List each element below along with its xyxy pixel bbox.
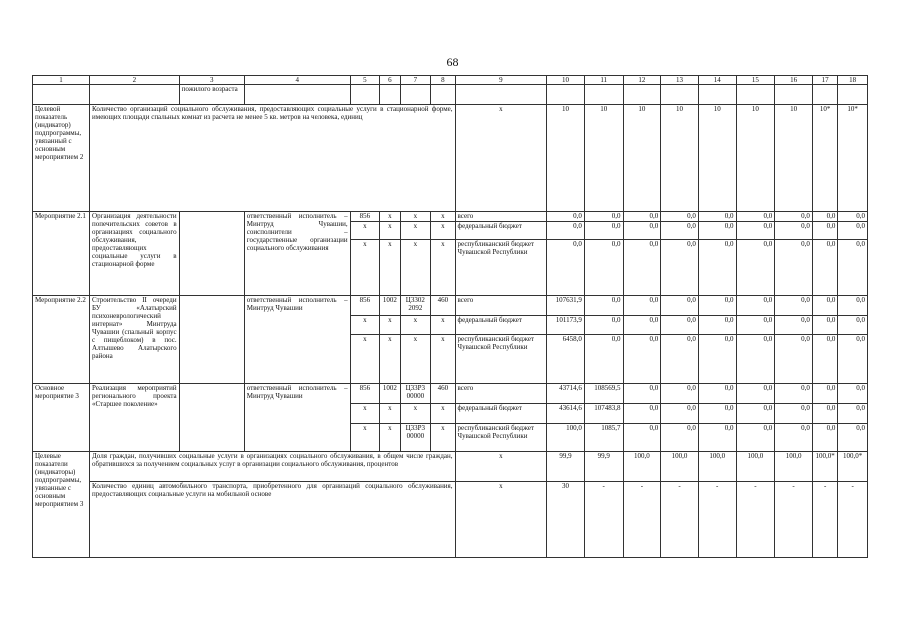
value-cell: 101173,9 bbox=[547, 316, 585, 335]
value-cell: 0,0 bbox=[838, 296, 868, 316]
value-cell: 0,0 bbox=[812, 240, 837, 296]
header-cell: 13 bbox=[661, 76, 699, 85]
continuation-row bbox=[33, 85, 868, 105]
executor-text: ответственный исполнитель – Минтруд Чувашии bbox=[244, 296, 350, 384]
header-cell: 6 bbox=[380, 76, 400, 85]
value-cell: 0,0 bbox=[698, 404, 736, 424]
value-cell: 100,0 bbox=[775, 452, 813, 482]
value-cell: 0,0 bbox=[584, 316, 623, 335]
value-cell: 10 bbox=[775, 105, 813, 212]
value-cell: 0,0 bbox=[698, 384, 736, 404]
value-cell: 0,0 bbox=[775, 316, 813, 335]
header-cell: 10 bbox=[547, 76, 585, 85]
value-cell: 0,0 bbox=[623, 335, 661, 384]
value-cell: 0,0 bbox=[698, 335, 736, 384]
value-cell: 108569,5 bbox=[584, 384, 623, 404]
value-cell: 10 bbox=[547, 105, 585, 212]
value-cell: - bbox=[775, 482, 813, 558]
value-cell: 0,0 bbox=[736, 316, 775, 335]
source-cell: федеральный бюджет bbox=[455, 222, 547, 240]
value-cell: 0,0 bbox=[661, 296, 699, 316]
value-cell: - bbox=[661, 482, 699, 558]
code-cell: 460 bbox=[431, 384, 455, 404]
code-cell: x bbox=[431, 316, 455, 335]
value-cell: 0,0 bbox=[736, 335, 775, 384]
header-cell: 1 bbox=[33, 76, 90, 85]
value-cell: - bbox=[584, 482, 623, 558]
value-cell: 0,0 bbox=[547, 222, 585, 240]
source-cell: всего bbox=[455, 212, 547, 222]
executor-text: ответственный исполнитель – Минтруд Чувашии bbox=[244, 384, 350, 452]
source-cell: всего bbox=[455, 296, 547, 316]
header-cell: 9 bbox=[455, 76, 547, 85]
value-cell: 0,0 bbox=[736, 296, 775, 316]
value-cell: 0,0 bbox=[623, 316, 661, 335]
code-cell: x bbox=[431, 222, 455, 240]
header-cell: 11 bbox=[584, 76, 623, 85]
code-cell: x bbox=[400, 404, 431, 424]
value-cell: 6458,0 bbox=[547, 335, 585, 384]
header-cell: 8 bbox=[431, 76, 455, 85]
value-cell: 107631,9 bbox=[547, 296, 585, 316]
value-cell: 0,0 bbox=[623, 212, 661, 222]
value-cell: - bbox=[736, 482, 775, 558]
source-cell: федеральный бюджет bbox=[455, 404, 547, 424]
value-cell: 0,0 bbox=[623, 222, 661, 240]
value-cell: 0,0 bbox=[838, 404, 868, 424]
program-table bbox=[32, 75, 868, 558]
code-cell: x bbox=[400, 335, 431, 384]
code-cell: x bbox=[380, 240, 400, 296]
value-cell: 0,0 bbox=[775, 240, 813, 296]
code-cell: x bbox=[350, 240, 380, 296]
executor-text: ответственный исполнитель – Минтруд Чувашии, соисполнители – государственные организации социального обслуживания bbox=[244, 212, 350, 296]
value-cell: 100,0 bbox=[698, 452, 736, 482]
value-cell: 0,0 bbox=[698, 296, 736, 316]
code-cell: 1002 bbox=[380, 384, 400, 404]
value-cell: 0,0 bbox=[736, 240, 775, 296]
code-cell: x bbox=[400, 212, 431, 222]
value-cell: 0,0 bbox=[661, 424, 699, 452]
cell-x: x bbox=[455, 105, 547, 212]
code-cell: x bbox=[431, 212, 455, 222]
funding-row bbox=[33, 296, 868, 316]
value-cell: 0,0 bbox=[775, 424, 813, 452]
code-cell: x bbox=[400, 240, 431, 296]
value-cell: 0,0 bbox=[812, 404, 837, 424]
value-cell: 0,0 bbox=[584, 335, 623, 384]
value-cell: 0,0 bbox=[775, 212, 813, 222]
code-cell: x bbox=[400, 316, 431, 335]
code-cell: x bbox=[350, 335, 380, 384]
value-cell: 0,0 bbox=[623, 404, 661, 424]
indicator-row bbox=[33, 452, 868, 482]
value-cell: 0,0 bbox=[775, 222, 813, 240]
indicator-row bbox=[33, 482, 868, 558]
header-cell: 5 bbox=[350, 76, 380, 85]
value-cell: 0,0 bbox=[698, 240, 736, 296]
code-cell: x bbox=[380, 424, 400, 452]
indicator-text: Количество организаций социального обслуживания, предоставляющих социальные услуги в стационарной форме, имеющих площади спальных комнат из расчета не менее 5 кв. метров на человека, единиц bbox=[90, 105, 456, 212]
value-cell: 0,0 bbox=[584, 212, 623, 222]
code-cell: Ц33Р3 00000 bbox=[400, 424, 431, 452]
value-cell: 0,0 bbox=[661, 222, 699, 240]
value-cell: 0,0 bbox=[661, 212, 699, 222]
value-cell: 1085,7 bbox=[584, 424, 623, 452]
indicator-text: Доля граждан, получивших социальные услуги в организациях социального обслуживания, в общем числе граждан, обратившихся за получением социальных услуг в организации социального обслуживания, процентов bbox=[90, 452, 456, 482]
value-cell: 0,0 bbox=[812, 316, 837, 335]
value-cell: - bbox=[838, 482, 868, 558]
value-cell: 0,0 bbox=[584, 222, 623, 240]
page-number: 68 bbox=[446, 55, 459, 69]
value-cell: 0,0 bbox=[736, 384, 775, 404]
code-cell: x bbox=[431, 404, 455, 424]
value-cell: 0,0 bbox=[838, 316, 868, 335]
value-cell: 0,0 bbox=[812, 384, 837, 404]
header-cell: 3 bbox=[179, 76, 244, 85]
value-cell: 0,0 bbox=[698, 424, 736, 452]
value-cell: 0,0 bbox=[547, 240, 585, 296]
value-cell: 0,0 bbox=[838, 424, 868, 452]
value-cell: 100,0 bbox=[736, 452, 775, 482]
value-cell: 10 bbox=[736, 105, 775, 212]
value-cell: - bbox=[812, 482, 837, 558]
value-cell: 0,0 bbox=[775, 296, 813, 316]
value-cell: 0,0 bbox=[661, 316, 699, 335]
value-cell: 0,0 bbox=[736, 424, 775, 452]
value-cell: 0,0 bbox=[812, 424, 837, 452]
value-cell: 0,0 bbox=[736, 404, 775, 424]
value-cell: 0,0 bbox=[661, 335, 699, 384]
code-cell: x bbox=[380, 212, 400, 222]
header-cell: 4 bbox=[244, 76, 350, 85]
code-cell: x bbox=[350, 404, 380, 424]
code-cell: x bbox=[431, 335, 455, 384]
source-cell: республиканский бюджет Чувашской Республики bbox=[455, 240, 547, 296]
value-cell: 0,0 bbox=[661, 240, 699, 296]
value-cell: 10 bbox=[698, 105, 736, 212]
code-cell: x bbox=[400, 222, 431, 240]
code-cell: x bbox=[350, 222, 380, 240]
value-cell: 0,0 bbox=[623, 384, 661, 404]
value-cell: 99,9 bbox=[584, 452, 623, 482]
value-cell: 100,0* bbox=[838, 452, 868, 482]
value-cell: 100,0 bbox=[623, 452, 661, 482]
value-cell: 0,0 bbox=[736, 222, 775, 240]
value-cell: 0,0 bbox=[661, 404, 699, 424]
value-cell: 0,0 bbox=[623, 240, 661, 296]
code-cell: 856 bbox=[350, 296, 380, 316]
value-cell: 100,0 bbox=[547, 424, 585, 452]
value-cell: 0,0 bbox=[812, 335, 837, 384]
cell-text: пожилого возраста bbox=[179, 85, 244, 105]
value-cell: 0,0 bbox=[775, 404, 813, 424]
code-cell: x bbox=[431, 240, 455, 296]
value-cell: 99,9 bbox=[547, 452, 585, 482]
row-label: Мероприятие 2.2 bbox=[33, 296, 90, 384]
column-number-row bbox=[33, 76, 868, 85]
source-cell: республиканский бюджет Чувашской Республики bbox=[455, 424, 547, 452]
value-cell: 0,0 bbox=[584, 240, 623, 296]
code-cell: x bbox=[380, 404, 400, 424]
value-cell: 10 bbox=[623, 105, 661, 212]
header-cell: 16 bbox=[775, 76, 813, 85]
code-cell: x bbox=[350, 424, 380, 452]
code-cell: 856 bbox=[350, 212, 380, 222]
value-cell: 0,0 bbox=[547, 212, 585, 222]
row-label: Целевые показатели (индикаторы) подпрограммы, увязанные с основным мероприятием 3 bbox=[33, 452, 90, 558]
cell-x: x bbox=[455, 452, 547, 482]
value-cell: 10* bbox=[812, 105, 837, 212]
funding-row bbox=[33, 212, 868, 222]
funding-row bbox=[33, 384, 868, 404]
header-cell: 12 bbox=[623, 76, 661, 85]
source-cell: республиканский бюджет Чувашской Республики bbox=[455, 335, 547, 384]
value-cell: 0,0 bbox=[812, 222, 837, 240]
value-cell: 0,0 bbox=[698, 212, 736, 222]
value-cell: 0,0 bbox=[775, 384, 813, 404]
code-cell: x bbox=[380, 316, 400, 335]
indicator-row bbox=[33, 105, 868, 212]
cell-x: x bbox=[455, 482, 547, 558]
value-cell: 0,0 bbox=[838, 384, 868, 404]
code-cell: Ц33Р3 00000 bbox=[400, 384, 431, 404]
code-cell: 856 bbox=[350, 384, 380, 404]
header-cell: 7 bbox=[400, 76, 431, 85]
value-cell: 0,0 bbox=[698, 316, 736, 335]
event-name: Реализация мероприятий регионального проекта «Старшее поколение» bbox=[90, 384, 180, 452]
value-cell: 0,0 bbox=[775, 335, 813, 384]
value-cell: 30 bbox=[547, 482, 585, 558]
value-cell: 0,0 bbox=[661, 384, 699, 404]
source-cell: федеральный бюджет bbox=[455, 316, 547, 335]
value-cell: 43714,6 bbox=[547, 384, 585, 404]
value-cell: 10 bbox=[584, 105, 623, 212]
value-cell: 0,0 bbox=[838, 335, 868, 384]
code-cell: x bbox=[380, 335, 400, 384]
value-cell: 0,0 bbox=[736, 212, 775, 222]
value-cell: 0,0 bbox=[838, 212, 868, 222]
value-cell: - bbox=[698, 482, 736, 558]
header-cell: 17 bbox=[812, 76, 837, 85]
value-cell: 0,0 bbox=[838, 240, 868, 296]
code-cell: x bbox=[431, 424, 455, 452]
value-cell: 107483,8 bbox=[584, 404, 623, 424]
header-cell: 15 bbox=[736, 76, 775, 85]
event-name: Строительство II очереди БУ «Алатырский психоневрологический интернат» Минтруда Чувашии (спальный корпус с пищеблоком) в пос. Алтышево Алатырского района bbox=[90, 296, 180, 384]
value-cell: 10 bbox=[661, 105, 699, 212]
value-cell: 43614,6 bbox=[547, 404, 585, 424]
value-cell: 0,0 bbox=[698, 222, 736, 240]
row-label: Целевой показатель (индикатор) подпрограммы, увязанный с основным мероприятием 2 bbox=[33, 105, 90, 212]
value-cell: 0,0 bbox=[623, 296, 661, 316]
value-cell: 0,0 bbox=[584, 296, 623, 316]
indicator-text: Количество единиц автомобильного транспорта, приобретенного для организаций социального обслуживания, предоставляющих социальные услуги на мобильной основе bbox=[90, 482, 456, 558]
code-cell: x bbox=[350, 316, 380, 335]
code-cell: 1002 bbox=[380, 296, 400, 316]
value-cell: 0,0 bbox=[623, 424, 661, 452]
header-cell: 14 bbox=[698, 76, 736, 85]
value-cell: 0,0 bbox=[812, 212, 837, 222]
row-label: Мероприятие 2.1 bbox=[33, 212, 90, 296]
row-label: Основное мероприятие 3 bbox=[33, 384, 90, 452]
source-cell: всего bbox=[455, 384, 547, 404]
value-cell: 100,0 bbox=[661, 452, 699, 482]
code-cell: Ц3302 2092 bbox=[400, 296, 431, 316]
value-cell: 100,0* bbox=[812, 452, 837, 482]
value-cell: 0,0 bbox=[812, 296, 837, 316]
code-cell: x bbox=[380, 222, 400, 240]
code-cell: 460 bbox=[431, 296, 455, 316]
value-cell: - bbox=[623, 482, 661, 558]
header-cell: 2 bbox=[90, 76, 180, 85]
event-name: Организация деятельности попечительских советов в организациях социального обслуживания, предоставляющих социальные услуги в стационарной форме bbox=[90, 212, 180, 296]
value-cell: 0,0 bbox=[838, 222, 868, 240]
header-cell: 18 bbox=[838, 76, 868, 85]
value-cell: 10* bbox=[838, 105, 868, 212]
